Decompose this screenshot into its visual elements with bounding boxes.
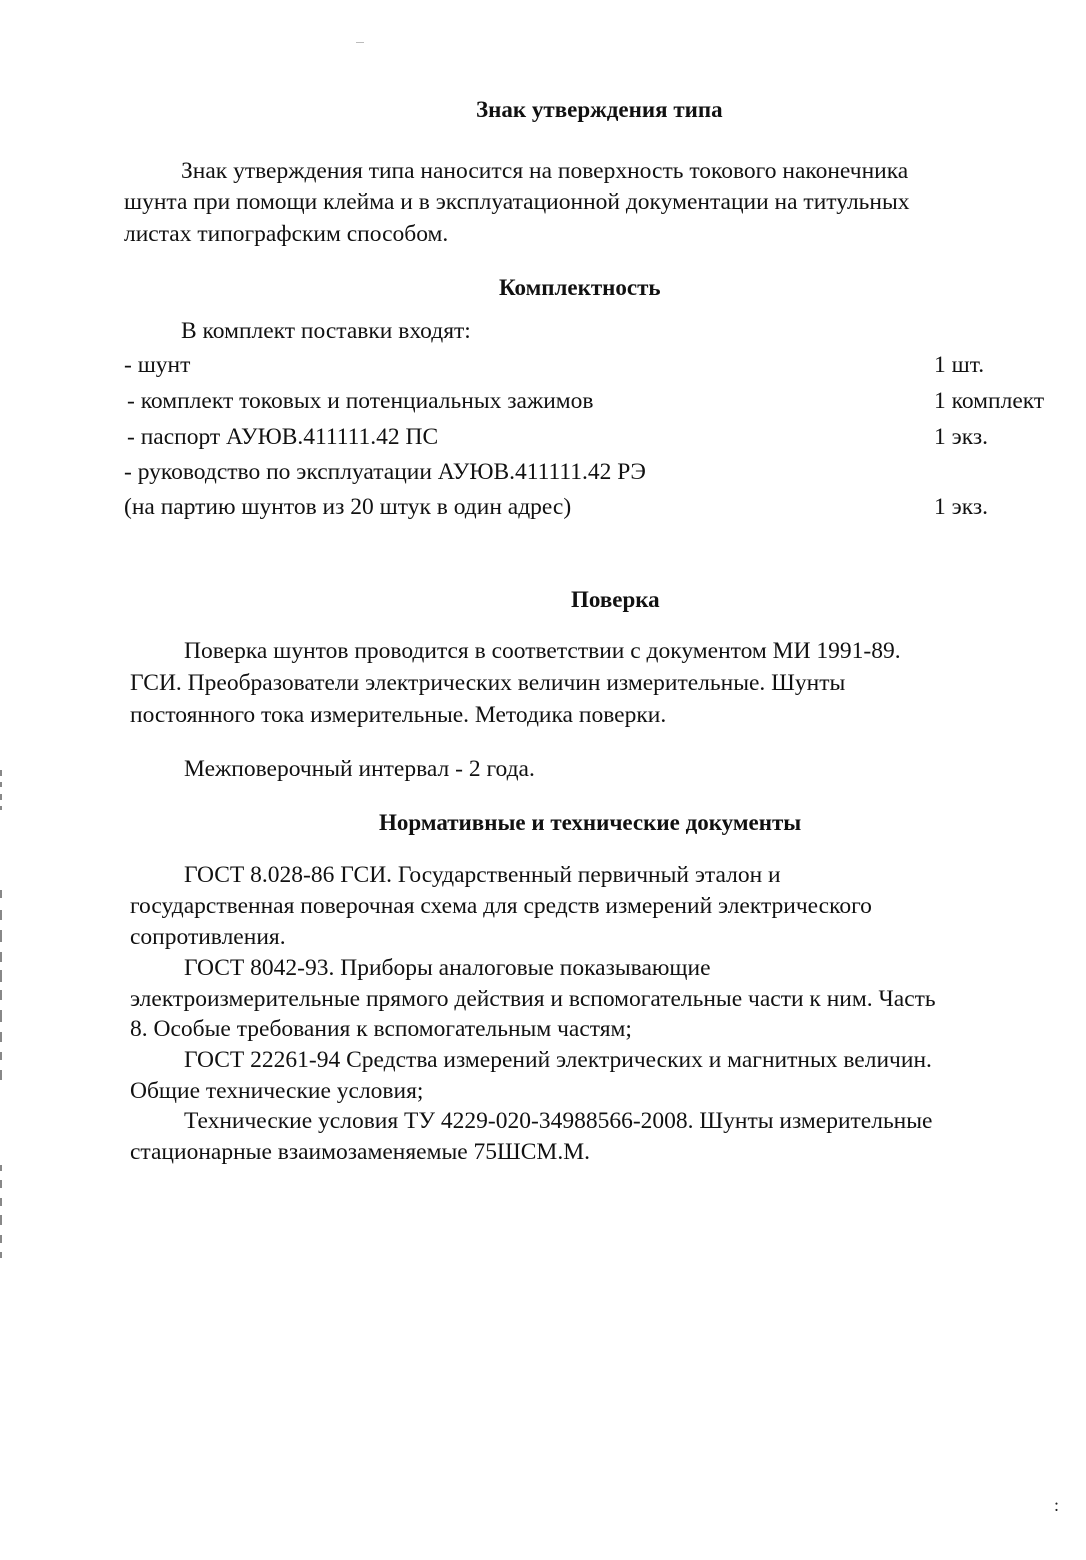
- corner-mark: :: [1054, 1495, 1060, 1515]
- section-title-normative: Нормативные и технические документы: [379, 810, 802, 835]
- completeness-item: - шунт: [124, 352, 191, 378]
- section-title-completeness: Комплектность: [499, 275, 661, 300]
- paragraph-line: Технические условия ТУ 4229-020-34988566-2008. Шунты измерительные: [184, 1108, 933, 1134]
- completeness-item: - паспорт АУЮВ.411111.42 ПС: [127, 424, 439, 450]
- completeness-item: (на партию шунтов из 20 штук в один адрес): [124, 494, 572, 520]
- completeness-qty: 1 экз.: [934, 424, 988, 450]
- paragraph-line: Знак утверждения типа наносится на поверхность токового наконечника: [181, 158, 909, 184]
- verification-interval: Межповерочный интервал - 2 года.: [184, 756, 535, 782]
- paragraph-line: ГОСТ 22261-94 Средства измерений электрических и магнитных величин.: [184, 1047, 932, 1073]
- scan-speck: [356, 42, 364, 43]
- completeness-item: - руководство по эксплуатации АУЮВ.411111.42 РЭ: [124, 459, 646, 485]
- paragraph-line: 8. Особые требования к вспомогательным частям;: [130, 1016, 632, 1042]
- paragraph-line: стационарные взаимозаменяемые 75ШСМ.М.: [130, 1139, 590, 1165]
- completeness-qty: 1 шт.: [934, 352, 985, 378]
- paragraph-line: государственная поверочная схема для средств измерений электрического: [130, 893, 872, 919]
- paragraph-line: ГОСТ 8.028-86 ГСИ. Государственный первичный эталон и: [184, 862, 781, 888]
- scan-edge-marks: [0, 770, 3, 1280]
- paragraph-line: Поверка шунтов проводится в соответствии с документом МИ 1991-89.: [184, 638, 901, 664]
- section-title-type-approval: Знак утверждения типа: [476, 97, 723, 122]
- paragraph-line: постоянного тока измерительные. Методика поверки.: [130, 702, 667, 728]
- paragraph-line: листах типографским способом.: [124, 221, 449, 247]
- paragraph-line: ГСИ. Преобразователи электрических величин измерительные. Шунты: [130, 670, 846, 696]
- paragraph-line: ГОСТ 8042-93. Приборы аналоговые показывающие: [184, 955, 711, 981]
- paragraph-line: сопротивления.: [130, 924, 286, 950]
- paragraph-line: Общие технические условия;: [130, 1078, 424, 1104]
- paragraph-line: электроизмерительные прямого действия и вспомогательные части к ним. Часть: [130, 986, 936, 1012]
- completeness-intro: В комплект поставки входят:: [181, 318, 471, 344]
- completeness-item: - комплект токовых и потенциальных зажимов: [127, 388, 594, 414]
- completeness-qty: 1 комплект: [934, 388, 1045, 414]
- paragraph-line: шунта при помощи клейма и в эксплуатационной документации на титульных: [124, 189, 910, 215]
- section-title-verification: Поверка: [571, 587, 660, 612]
- completeness-qty: 1 экз.: [934, 494, 988, 520]
